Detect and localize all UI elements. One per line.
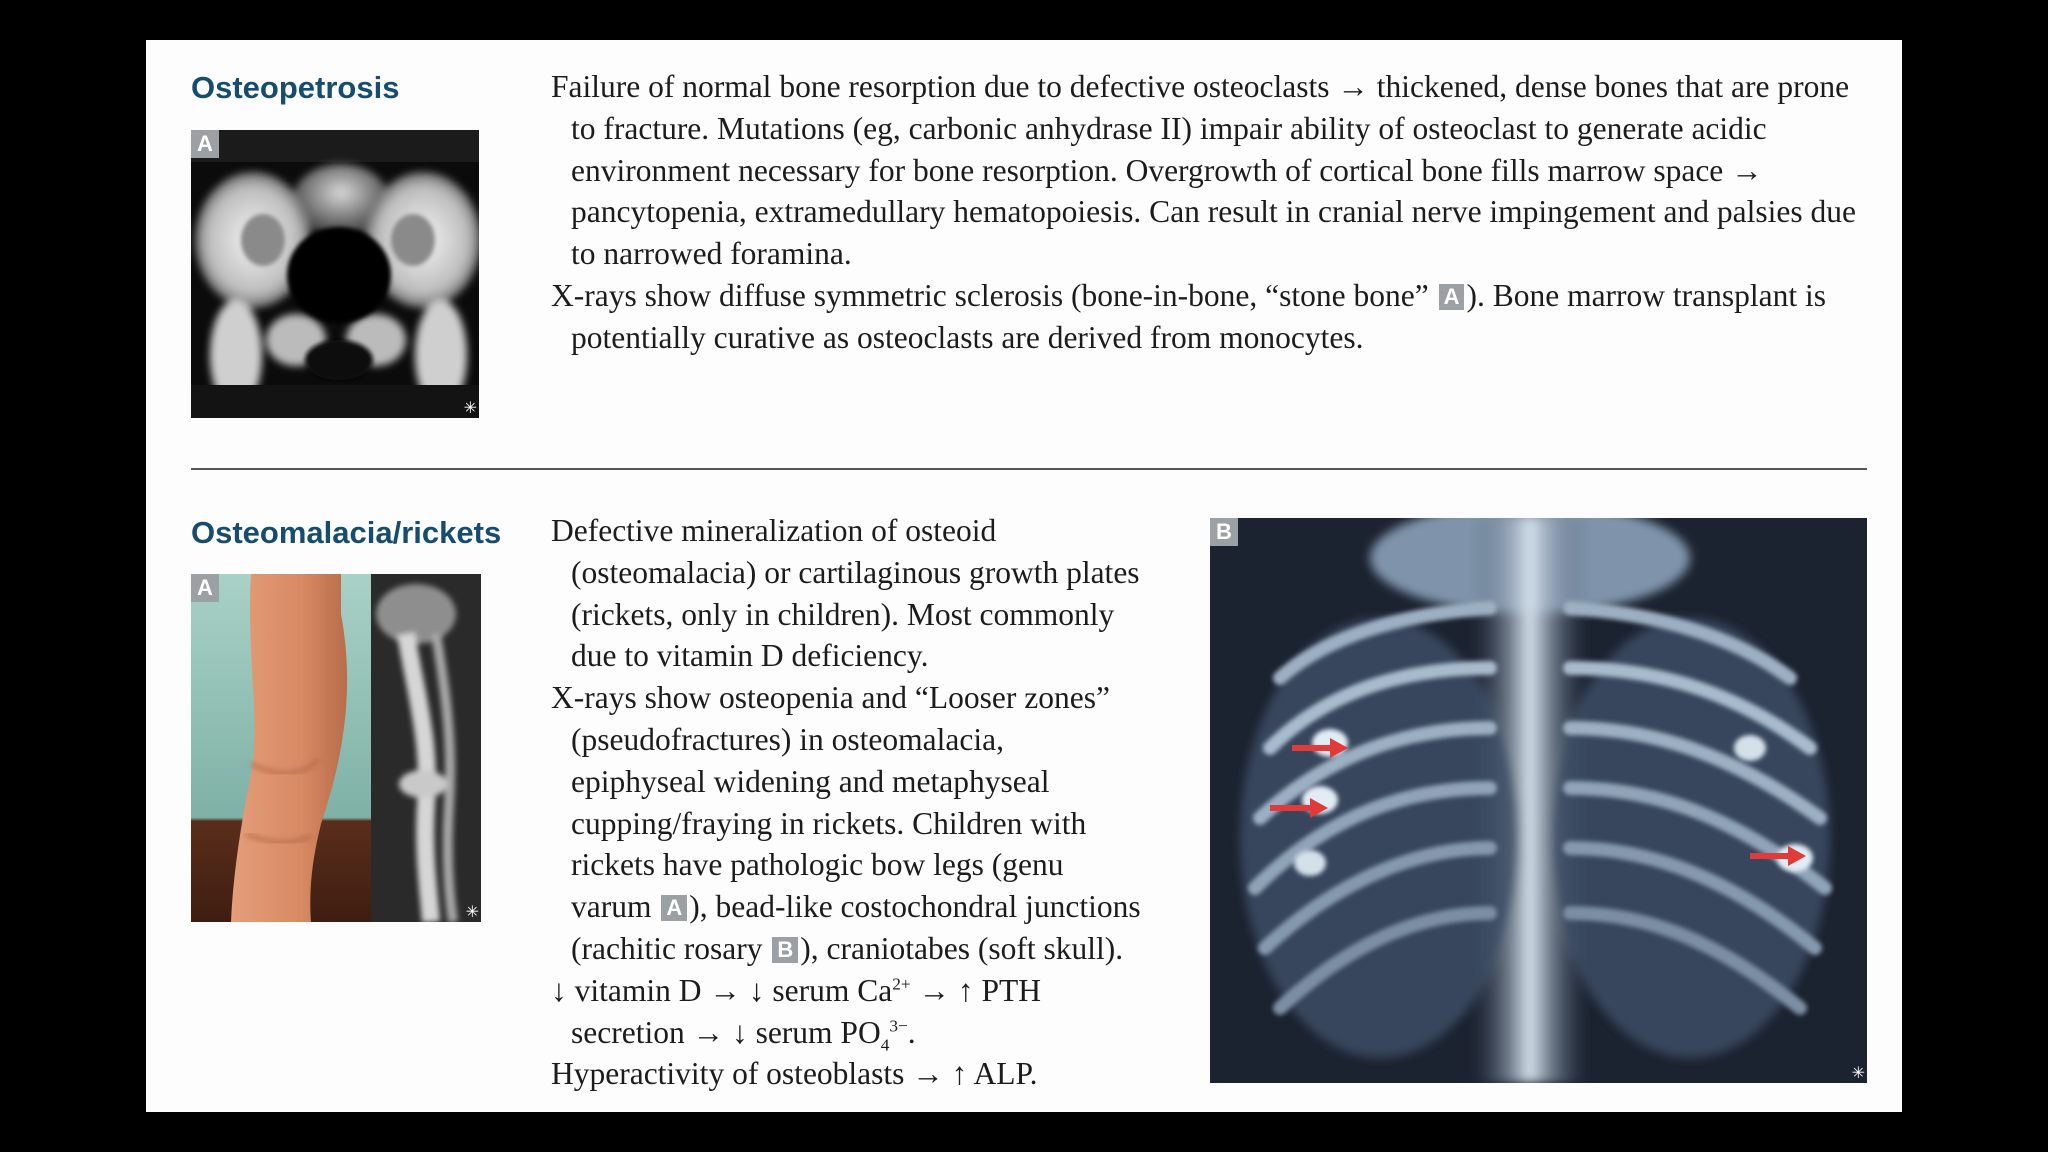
figure-reference-b: B <box>772 937 798 963</box>
figure-label-b: B <box>1210 518 1238 546</box>
copyright-asterisk-icon: ✳ <box>1851 1063 1865 1082</box>
osteomalacia-paragraph-2 <box>551 677 1141 970</box>
osteopetrosis-pelvis-xray <box>191 130 479 418</box>
osteopetrosis-paragraph-1: Failure of normal bone resorption due to defective osteoclasts → thickened, dense bones that are prone to fracture. Mutations (eg, carbonic anhydrase II) impair ability of osteoclast to generate acidic environment necessary for bone resorption. Overgrowth of cortical bone fills marrow space → pancytopenia, extramedullary hematopoiesis. Can result in cranial nerve impingement and palsies due to narrowed foramina. <box>551 69 1856 272</box>
textbook-page <box>146 40 1902 1112</box>
osteomalacia-paragraph-4: Hyperactivity of osteoblasts → ↑ ALP. <box>551 1056 1038 1092</box>
text-run: . <box>907 1014 916 1050</box>
superscript: 2+ <box>892 974 911 994</box>
text-run: ). Bone marrow transplant is potentially curative as osteoclasts are derived from monocytes. <box>571 277 1827 355</box>
text-run: X-rays show osteopenia and “Looser zones” (pseudofractures) in osteomalacia, epiphyseal widening and metaphyseal cupping/fraying in rickets. Children with rickets have pathologic bow legs (genu varum <box>551 680 1110 925</box>
copyright-asterisk-icon: ✳ <box>465 902 479 921</box>
rachitic-rosary-chest-xray <box>1210 518 1867 1083</box>
figure-reference-a: A <box>1439 284 1465 310</box>
text-run: X-rays show diffuse symmetric sclerosis (bone-in-bone, “stone bone” <box>551 277 1437 313</box>
osteomalacia-heading: Osteomalacia/rickets <box>191 515 502 550</box>
text-run: → ↑ PTH secretion → ↓ serum PO <box>571 972 1042 1050</box>
copyright-asterisk-icon: ✳ <box>463 398 477 417</box>
text-run: ↓ vitamin D → ↓ serum Ca <box>551 972 893 1008</box>
chest-xray-drawing <box>1210 518 1867 1083</box>
superscript: 3− <box>889 1016 908 1036</box>
text-run: ), craniotabes (soft skull). <box>800 930 1124 966</box>
figure-reference-a: A <box>661 895 687 921</box>
text-run: ), bead-like costochondral junctions (rachitic rosary <box>571 889 1141 966</box>
pelvis-xray-drawing <box>191 130 479 418</box>
osteopetrosis-heading: Osteopetrosis <box>191 70 400 105</box>
figure-label-a: A <box>191 130 219 158</box>
osteopetrosis-text <box>551 66 1881 359</box>
bow-legs-drawing <box>191 574 481 922</box>
section-divider <box>191 468 1867 470</box>
osteopetrosis-paragraph-2 <box>551 275 1881 359</box>
figure-label-a: A <box>191 574 219 602</box>
osteomalacia-paragraph-1: Defective mineralization of osteoid (osteomalacia) or cartilaginous growth plates (rickets, only in children). Most commonly due to vitamin D deficiency. <box>551 513 1140 674</box>
osteomalacia-text <box>551 510 1141 1095</box>
osteomalacia-paragraph-3 <box>551 970 1141 1054</box>
subscript: 4 <box>880 1034 890 1054</box>
rickets-leg-photo-and-xray <box>191 574 481 922</box>
